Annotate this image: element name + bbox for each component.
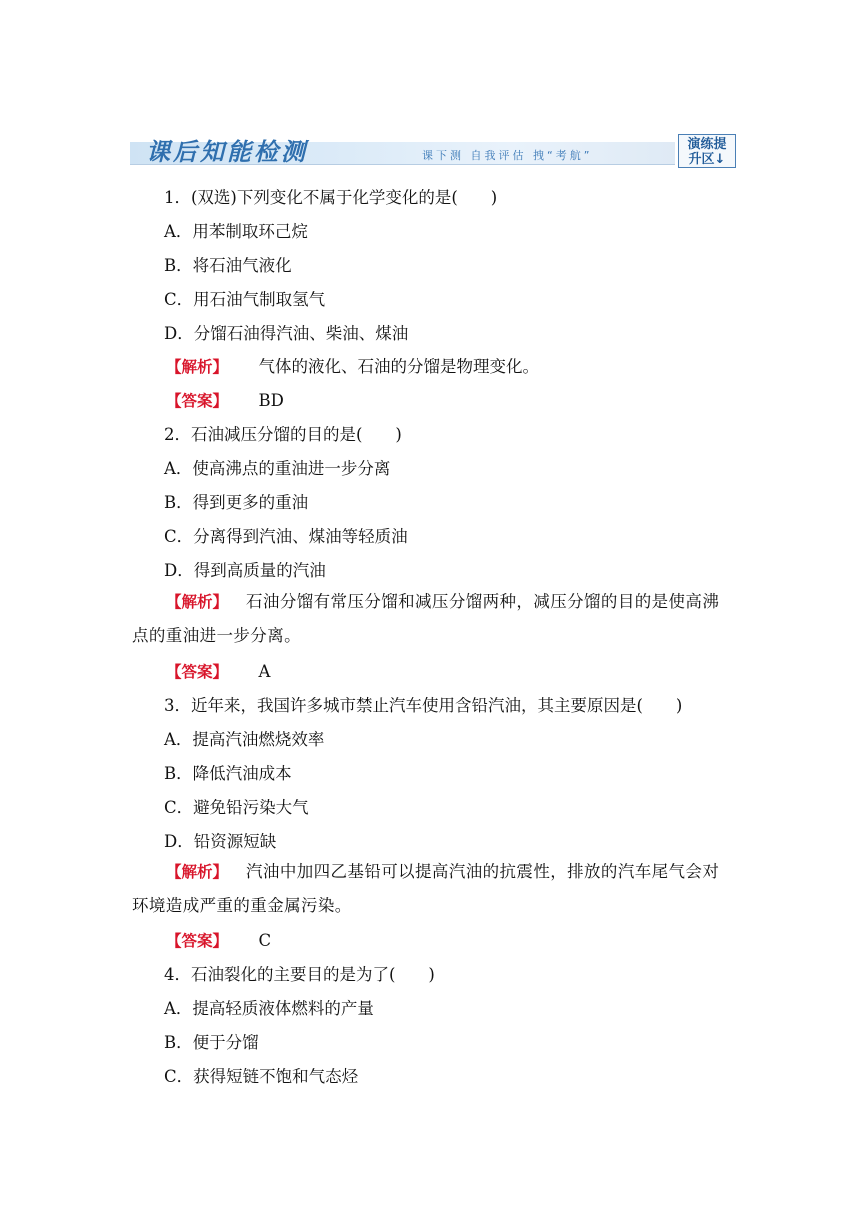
q2-option-a: A．使高沸点的重油进一步分离 xyxy=(164,459,391,478)
question-2-stem: 2．石油减压分馏的目的是( ) xyxy=(164,425,402,444)
practice-area-button[interactable] xyxy=(678,134,736,168)
question-4-stem: 4．石油裂化的主要目的是为了( ) xyxy=(164,965,435,984)
practice-area-label: 演练提升区↓ xyxy=(687,137,727,167)
q1-analysis xyxy=(166,357,539,377)
q3-analysis-text: 汽油中加四乙基铅可以提高汽油的抗震性，排放的汽车尾气会对环境造成严重的重金属污染。 xyxy=(132,862,720,915)
q4-option-c: C．获得短链不饱和气态烃 xyxy=(164,1067,359,1086)
q3-analysis-tag: 【解析】 xyxy=(166,863,229,881)
question-1-stem: 1．(双选)下列变化不属于化学变化的是( ) xyxy=(164,188,498,207)
q2-option-c: C．分离得到汽油、煤油等轻质油 xyxy=(164,527,408,546)
q1-answer xyxy=(166,391,284,411)
q3-option-b: B．降低汽油成本 xyxy=(164,764,292,783)
q3-option-d: D．铅资源短缺 xyxy=(164,832,277,851)
q2-answer-value: A xyxy=(258,662,271,681)
q3-answer-tag: 【答案】 xyxy=(166,932,229,950)
q1-answer-value: BD xyxy=(258,391,284,410)
q1-option-a: A．用苯制取环己烷 xyxy=(164,222,308,241)
q2-option-d: D．得到高质量的汽油 xyxy=(164,561,326,580)
q3-analysis xyxy=(132,855,732,923)
q2-option-b: B．得到更多的重油 xyxy=(164,493,309,512)
q2-answer-tag: 【答案】 xyxy=(166,663,229,681)
section-banner xyxy=(130,134,738,168)
banner-title: 课后知能检测 xyxy=(146,138,308,166)
question-3-stem: 3．近年来，我国许多城市禁止汽车使用含铅汽油，其主要原因是( ) xyxy=(164,696,683,715)
q1-analysis-tag: 【解析】 xyxy=(166,358,229,376)
q1-option-d: D．分馏石油得汽油、柴油、煤油 xyxy=(164,324,409,343)
q3-answer-value: C xyxy=(258,931,272,950)
q3-option-a: A．提高汽油燃烧效率 xyxy=(164,730,325,749)
q2-analysis-tag: 【解析】 xyxy=(166,593,229,611)
q3-option-c: C．避免铅污染大气 xyxy=(164,798,309,817)
q2-analysis xyxy=(132,585,732,653)
q2-analysis-text: 石油分馏有常压分馏和减压分馏两种，减压分馏的目的是使高沸点的重油进一步分离。 xyxy=(132,592,720,645)
q4-option-a: A．提高轻质液体燃料的产量 xyxy=(164,999,374,1018)
q1-option-b: B．将石油气液化 xyxy=(164,256,292,275)
q1-answer-tag: 【答案】 xyxy=(166,392,229,410)
banner-subtitle: 课下测 自我评估 拽“考航” xyxy=(422,149,593,162)
q4-option-b: B．便于分馏 xyxy=(164,1033,259,1052)
q1-option-c: C．用石油气制取氢气 xyxy=(164,290,326,309)
q3-answer xyxy=(166,931,271,951)
q2-answer xyxy=(166,662,270,682)
q1-analysis-text: 气体的液化、石油的分馏是物理变化。 xyxy=(258,357,540,376)
